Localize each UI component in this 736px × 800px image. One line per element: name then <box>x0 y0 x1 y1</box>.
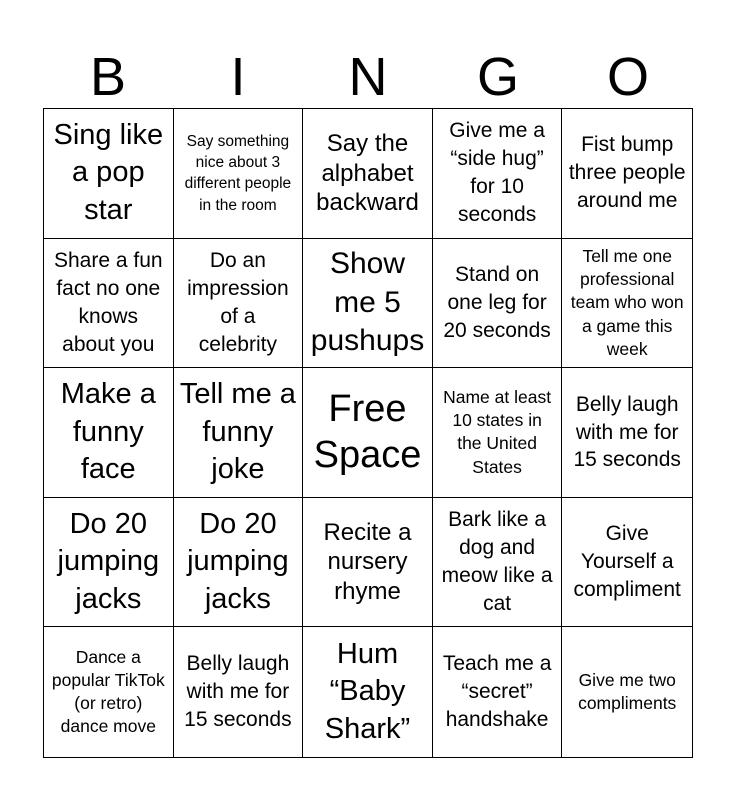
cell-text: Sing like a pop star <box>53 118 164 227</box>
cell-text: Do an impression of a celebrity <box>187 249 289 356</box>
header-letter-o: O <box>606 47 649 107</box>
cell-text: Say something nice about 3 different people in the room <box>184 132 292 214</box>
cell-text: Dance a popular TikTok (or retro) dance move <box>51 646 165 737</box>
bingo-cell-1-1[interactable] <box>44 109 174 239</box>
cell-text: Belly laugh with me for 15 seconds <box>184 652 292 732</box>
bingo-cell-1-5[interactable] <box>562 109 692 239</box>
bingo-cell-5-3[interactable] <box>303 627 433 757</box>
bingo-cell-2-4[interactable] <box>433 239 563 369</box>
free-space-cell[interactable] <box>303 368 433 498</box>
cell-text: Do 20 jumping jacks <box>187 507 289 615</box>
header-letter-b: B <box>89 47 127 107</box>
header-letter-n: N <box>348 47 388 107</box>
bingo-cell-2-1[interactable] <box>44 239 174 369</box>
cell-text: Tell me a funny joke <box>179 377 296 486</box>
bingo-cell-3-2[interactable] <box>174 368 304 498</box>
bingo-cell-4-3[interactable] <box>303 498 433 628</box>
bingo-board <box>43 108 693 758</box>
header-letter-g: G <box>476 47 519 107</box>
bingo-cell-1-3[interactable] <box>303 109 433 239</box>
bingo-cell-1-2[interactable] <box>174 109 304 239</box>
cell-text: Bark like a dog and meow like a cat <box>441 508 553 616</box>
bingo-cell-2-5[interactable] <box>562 239 692 369</box>
bingo-cell-5-2[interactable] <box>174 627 304 757</box>
bingo-header <box>43 40 693 108</box>
cell-text: Give Yourself a compliment <box>573 522 681 602</box>
cell-text: Give me a “side hug” for 10 seconds <box>449 119 545 227</box>
bingo-cell-4-5[interactable] <box>562 498 692 628</box>
bingo-cell-2-2[interactable] <box>174 239 304 369</box>
bingo-cell-5-4[interactable] <box>433 627 563 757</box>
cell-text: Belly laugh with me for 15 seconds <box>573 392 681 472</box>
cell-text: Tell me one professional team who won a game this week <box>570 245 684 359</box>
cell-text: Share a fun fact no one knows about you <box>54 249 163 356</box>
free-space-text: Free Space <box>313 388 422 477</box>
bingo-cell-4-2[interactable] <box>174 498 304 628</box>
cell-text: Recite a nursery rhyme <box>323 519 412 605</box>
bingo-cell-2-3[interactable] <box>303 239 433 369</box>
cell-text: Stand on one leg for 20 seconds <box>443 263 551 342</box>
cell-text: Say the alphabet backward <box>316 130 419 216</box>
header-letter-i: I <box>230 47 246 107</box>
bingo-cell-4-4[interactable] <box>433 498 563 628</box>
cell-text: Fist bump three people around me <box>568 133 686 213</box>
bingo-cell-5-1[interactable] <box>44 627 174 757</box>
cell-text: Do 20 jumping jacks <box>57 507 160 615</box>
cell-text: Make a funny face <box>60 377 156 486</box>
bingo-cell-3-1[interactable] <box>44 368 174 498</box>
cell-text: Name at least 10 states in the United States <box>443 386 552 477</box>
bingo-cell-5-5[interactable] <box>562 627 692 757</box>
cell-text: Hum “Baby Shark” <box>324 637 411 746</box>
bingo-cell-1-4[interactable] <box>433 109 563 239</box>
bingo-cell-4-1[interactable] <box>44 498 174 628</box>
cell-text: Show me 5 pushups <box>310 247 425 358</box>
bingo-cell-3-5[interactable] <box>562 368 692 498</box>
bingo-cell-3-4[interactable] <box>433 368 563 498</box>
cell-text: Give me two compliments <box>578 669 677 714</box>
cell-text: Teach me a “secret” handshake <box>442 652 552 732</box>
